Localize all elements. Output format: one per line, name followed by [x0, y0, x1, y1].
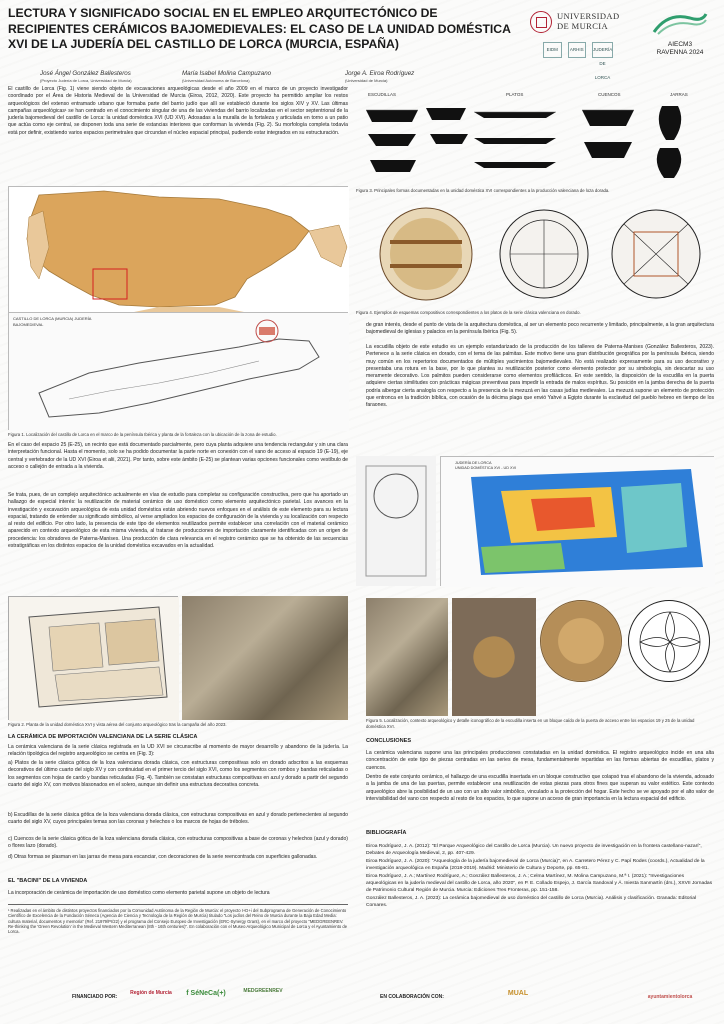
figure-3-caption: Figura 3. Principales formas documentadas en la unidad doméstica XVI correspondientes a la producción valenciana de loza dorada. — [356, 188, 610, 193]
university-name: UNIVERSIDAD DE MURCIA — [557, 11, 620, 31]
university-seal-icon — [530, 11, 552, 33]
doorway-drawing — [356, 456, 436, 586]
doorway-svg — [356, 456, 436, 586]
col1-paragraph-1: En el caso del espacio 25 (E-25), un recinto que está documentado parcialmente, pero cuya planta adquiere una tendencia rectangular y sin una clara interpretación funcional. Hasta el momento, solo se ha podido documentar la parte norte en conexión con el vano de acceso al espacio 19 (E-19), eje central y vertebrador de la UD XVI (Eiroa et alii, 2021). Por tanto, sobre este ámbito (E-25) se plantean varias opciones funcionales como vestíbulo de acceso o callejón de entrada a la vivienda. — [8, 442, 348, 470]
bibliography-item: Eiroa Rodríguez, J. A.; Martínez Rodríguez, A.; González Ballesteros, J. A.; Celma Martínez, M. Molina Campuzano, M.ª I. (2021): "Investigaciones arqueológicas en la judería medieval del castillo de Lorca, año 2020", en P. E. Collado Espejo, J. García Sandoval y Á. Iniesta Sanmartín (drs.), XXVII Jornadas de Patrimonio Cultural Región de Murcia. Murcia: Ediciones Tres Fronteras, pp. 151-158. — [366, 874, 713, 893]
bacini-text: La incorporación de cerámica de importación de uso doméstico como elemento parietal supone un objeto de lectura — [8, 890, 270, 896]
funded-by-label: FINANCIADO POR: — [72, 994, 118, 1000]
author-3 — [345, 70, 414, 84]
mual-logo: MUAL — [507, 990, 529, 997]
author-affiliation: (Universidad Autónoma de Barcelona) — [182, 78, 250, 83]
label-escudillas: ESCUDILLAS — [368, 92, 397, 97]
escudilla-drawing — [628, 600, 710, 682]
footnote-divider — [8, 904, 348, 905]
conference-name: AIECM3 — [667, 41, 693, 48]
author-name: Jorge A. Eiroa Rodríguez — [345, 70, 415, 77]
castle-plan — [8, 312, 348, 430]
label-cuencos: CUENCOS — [598, 92, 621, 97]
heatmap-svg — [441, 457, 715, 587]
col2-paragraph-1: de gran interés, desde el punto de vista de la arquitectura doméstica, al ser un elemento poco recurrente y limitado, principalmente, a la gran arquitectura bajomedieval de iglesias y palacios en la península Ibérica (Fig. 5). — [366, 322, 714, 336]
ud-xvi-plan-figure — [8, 596, 178, 720]
ceramica-intro: La cerámica valenciana de la serie clásica registrada en la UD XVI se circunscribe al momento de mayor desarrollo y abandono de la judería. La relación tipológica del registro arqueológico se centra en (Fig. 3): — [8, 744, 348, 758]
author-2 — [182, 70, 271, 84]
arhis-logo: ARHIS — [568, 42, 587, 58]
footnote: ¹ Realizadas en el ámbito de distintos proyectos financiados por la Comunidad Autónoma de la Región de Murcia: el proyecto I+D+i del Subprograma de Generación de Conocimiento Científico de Excelencia de la Fundación Séneca (Agencia de Ciencia y Tecnología de la Región de Murcia) titulado "Los judíos del Reino de Murcia durante la Baja Edad Media: cultura material, documentos y memoria" (Ref. 21979/PI/22) y el programa del Consejo Europeo de Investigación (ERC-Synergy Grant), en el marco del proyecto "MEDGREENREV. Re-thinking the 'Green Revolution' in the Medieval Western Mediterranean (8th - 16th centuries)". En colaboración con el Museo Arqueológico Municipal de Lorca y el Ayuntamiento de Lorca. — [8, 908, 348, 935]
ceramica-item-d: d) Otras formas se plasman en las jarras de mesa para escanciar, con decoraciones de la serie reencontrada con superficies gallonadas. — [8, 854, 318, 860]
section-heading-bacini: EL "BACINI" DE LA VIVIENDA — [8, 878, 88, 884]
figure-3-vessels — [356, 92, 714, 186]
figure-5-caption: Figura 5. Localización, contexto arqueológico y detalle iconográfico de la escudilla inserta en un bloque caído de la puerta de acceso entre los espacios 19 y 25 de la unidad doméstica XVI. — [366, 718, 695, 729]
bibliography-list — [366, 844, 714, 911]
section-heading-bibliografia: BIBLIOGRAFÍA — [366, 830, 407, 836]
ayuntamiento-lorca-logo: ayuntamientolorca — [647, 994, 693, 1000]
seneca-logo: f SéNeCa(+) — [186, 990, 226, 997]
ud-xvi-plan-svg — [9, 597, 179, 721]
university-of-murcia-logo — [530, 8, 625, 38]
col2-paragraph-2: La escudilla objeto de este estudio es un ejemplo estandarizado de la producción de los talleres de Paterna-Manises (González Ballesteros, 2023). Pertenece a la serie clásica en dorado, con el tema de las palmitas. Este motivo tiene una gran distribución geográfica por la península Ibérica, siendo muy común en los repertorios documentados de múltiples yacimientos bajomedievales. No está realizado expresamente para su uso decorativo y presentaba una rotura en la base, por lo que plantea su reutilización posterior como elemento protector por su simbología, sin descartar su uso meramente decorativo. Los palmitos pueden considerarse como elementos profilácticos. En este sentido, la disposición de la escudilla en la puerta adquiere ciertas similitudes con prácticas mágicas preventivas para impedir la entrada de malos espíritus. Su posición en la jamba derecha de la puerta podría albergar cierta analogía con respecto a la presencia de la mezuzá en las casas judías medievales. La mezuzá supone un elemento de protección que entronca en la tradición bíblica, con ocasión de la décima plaga que envió Yahvé a Egipto durante la esclavitud del pueblo hebreo en tiempo de los faraones. — [366, 344, 714, 409]
palmette-motif-icon — [629, 601, 711, 683]
author-1 — [40, 70, 132, 84]
collaboration-label: EN COLABORACIÓN CON: — [380, 994, 444, 1000]
escudilla-in-wall-photo — [452, 598, 536, 716]
wave-icon — [650, 10, 710, 36]
castle-plan-label: CASTILLO DE LORCA (MURCIA) JUDERÍA BAJOMEDIEVAL — [13, 316, 92, 327]
ceramica-item-b: b) Escudillas de la serie clásica gótica de la loza valenciana dorada clásica, con estructuras compositivas en azul y dorado pertenecientes al segundo cuarto del siglo XV, cuyos principales temas son las coronas y helechos o los marcos de hojas de tréboles. — [8, 812, 348, 826]
castle-plan-svg — [9, 313, 349, 431]
bibliography-item: González Ballesteros, J. A. (2023): La cerámica bajomedieval de uso doméstico del castillo de Lorca (Murcia). Análisis y clasificación. Granada: Editorial Comares. — [366, 896, 697, 908]
author-name: José Ángel González Ballesteros — [40, 70, 131, 77]
author-affiliation: (Universidad de Murcia) — [345, 78, 388, 83]
poster-title: LECTURA Y SIGNIFICADO SOCIAL EN EL EMPLEO ARQUITECTÓNICO DE RECIPIENTES CERÁMICOS BAJOMEDIEVALES: EL CASO DE LA UNIDAD DOMÉSTICA XVI DE LA JUDERÍA DEL CASTILLO DE LORCA (MURCIA, ESPAÑA) — [8, 6, 511, 51]
intro-paragraph: El castillo de Lorca (Fig. 1) viene siendo objeto de excavaciones arqueológicas desde el año 2009 en el marco de un proyecto investigador coordinado por el Área de Historia Medieval de la Universidad de Murcia (Eiroa, 2012, 2020). Este proyecto ha permitido ampliar los restos arqueológicos del extenso entramado urbano que formaba parte del barrio judío que allí se estableció durante los siglos XIV y XV. Las últimas campañas arqueológicas¹ se han centrado en el conocimiento singular de una de las viviendas del barrio localizadas en el sector septentrional de la judería bajomedieval del castillo de Lorca: la unidad doméstica XVI (UD XVI). Adosadas a la muralla de la fortaleza y articulada en torno a un patio que actúa como eje central, se disponen toda una serie de estancias interiores que conforman la vivienda (Fig. 2). Su morfología completa todavía está por definir, existiendo varios espacios perimetrales que circundan el núcleo espacial principal, pudiendo estar integrados en su estructuración. — [8, 86, 348, 136]
section-heading-conclusiones: CONCLUSIONES — [366, 738, 412, 744]
author-affiliation: (Proyecto Judería de Lorca, Universidad de Murcia) — [40, 78, 132, 83]
figure-4-plates — [356, 202, 714, 306]
col1-paragraph-2: Se trata, pues, de un complejo arquitectónico actualmente en vías de estudio para completar su configuración constructiva, pero que ha aportado un hallazgo de especial interés: la reutilización de material cerámico de uso doméstico como elemento arquitectónico parietal. Los avances en la investigación y excavación arqueológica de esta unidad doméstica están abriendo nuevos enfoques en el análisis de este elemento para su lectura espacial, tratando de entender su significado simbólico, al verse ampliados los espacios de configuración de la vivienda y su localización con respecto al resto del edificio. Por otro lado, la presencia de este tipo de elementos reutilizados permite establecer una correlación con el material cerámico aparecido en contexto arqueológico de esta misma vivienda, al tratarse de producciones de importación claramente identificadas con un origen de procedencia: los obradores de Paterna-Manises. Una producción de clara relevancia en el registro cerámico que se ha obtenido de las secuencias estratigráficas en los distintos espacios de la unidad doméstica excavados en la actualidad. — [8, 492, 348, 550]
eidm-logo: EIDM — [543, 42, 562, 58]
author-name: María Isabel Molina Campuzano — [182, 70, 272, 77]
plan-title — [455, 461, 595, 470]
ud-xvi-heatmap — [440, 456, 714, 586]
conference-logo — [640, 10, 720, 66]
conclusiones-paragraph-1: La cerámica valenciana supone una las principales producciones constatadas en la unidad doméstica. El registro arqueológico incide en una alta concentración de este tipo de piezas centradas en las series de mesa, fundamentalmente repartidas en las formas abiertas de escudillas, platos y cuencos. — [366, 750, 714, 771]
section-heading-ceramica: LA CERÁMICA DE IMPORTACIÓN VALENCIANA DE LA SERIE CLÁSICA — [8, 734, 198, 740]
ceramica-item-a: a) Platos de la serie clásica gótica de la loza valenciana dorada clásica, con estructuras compositivas solo en dorado adscritos a las esquemas decorativos del último cuarto del siglo XV y con continuidad en el primer tercio del siglo XVI, como los segmentos con rombos y bandas reticuladas o los segmentos con hojas de cardo y bandas reticuladas (Fig. 4). También se constatan estructuras compositivas en azul y dorado a partir del segundo cuarto del siglo XV, con motivos blasonados en el solero, aunque sin definir una estructura decorativa concreta. — [8, 760, 348, 788]
partner-logos — [543, 42, 613, 80]
conference-place: RAVENNA 2024 — [656, 49, 704, 56]
label-platos: PLATOS — [506, 92, 524, 97]
excavation-photo — [366, 598, 448, 716]
juderia-lorca-logo: JUDERÍA DE LORCA — [592, 42, 613, 58]
vessel-profiles-svg — [356, 92, 714, 184]
plan-title-line-1: JUDERÍA DE LORCA — [455, 461, 492, 465]
aerial-photo — [182, 596, 348, 720]
figure-1-caption: Figura 1. Localización del castillo de Lorca en el marco de la península Ibérica y planta de la fortaleza con la ubicación de la zona de estudio. — [8, 432, 277, 437]
iberia-map-svg — [9, 187, 349, 313]
plan-title-line-2: UNIDAD DOMÉSTICA XVI - UD XVI — [455, 465, 517, 470]
figure-2-caption: Figura 2. Planta de la unidad doméstica XVI y vista aérea del conjunto arqueológico tras la campaña del año 2023. — [8, 722, 227, 727]
medgreenrev-logo: MEDGREENREV — [243, 988, 283, 994]
bibliography-item: Eiroa Rodríguez, J. A. (2012): "El Parque Arqueológico del Castillo de Lorca (Murcia). Un nuevo proyecto de investigación en la frontera castellano-nazarí", Debates de Arqueología Medieval, 2, pp. 407-429. — [366, 844, 702, 856]
iberia-map — [8, 186, 348, 312]
label-jarras: JARRAS — [670, 92, 688, 97]
plates-svg — [356, 202, 714, 306]
escudilla-photo — [540, 600, 622, 682]
ceramica-item-c: c) Cuencos de la serie clásica gótica de la loza valenciana dorada clásica, con estructuras compositivas a base de coronas y helechos (azul y dorado) o flores lazo (dorado). — [8, 836, 348, 850]
region-murcia-logo: Región de Murcia — [130, 990, 172, 996]
bibliography-item: Eiroa Rodríguez, J. A. (2020): "Arqueología de la judería bajomedieval de Lorca (Murcia)", en A. Carretero Pérez y C. Papí Rodes (coords.), Actualidad de la investigación arqueológica en España (2018-2019). Madrid: Ministerio de Cultura y Deporte, pp. 65-81. — [366, 859, 705, 871]
figure-4-caption: Figura 4. Ejemplos de esquemas compositivos correspondientes a los platos de la serie clásica valenciana en dorado. — [356, 310, 581, 315]
conclusiones-paragraph-2: Dentro de este conjunto cerámico, el hallazgo de una escudilla insertada en un bloque constructivo que colapsó tras el abandono de la vivienda, adosado a la jamba de una de las puertas, permite establecer una reutilización de estas piezas para otros fines que superan su valor estético. Este contexto arqueológico abre la posibilidad de un uso con un alto valor simbólico, vinculado a la protección del hogar. Este hecho se ve apoyado por el alto valor de intervisibilidad del vano con respecto al resto de los espacios, lo que supone un acceso de gran importancia en la lectura espacial del edificio. — [366, 774, 714, 802]
